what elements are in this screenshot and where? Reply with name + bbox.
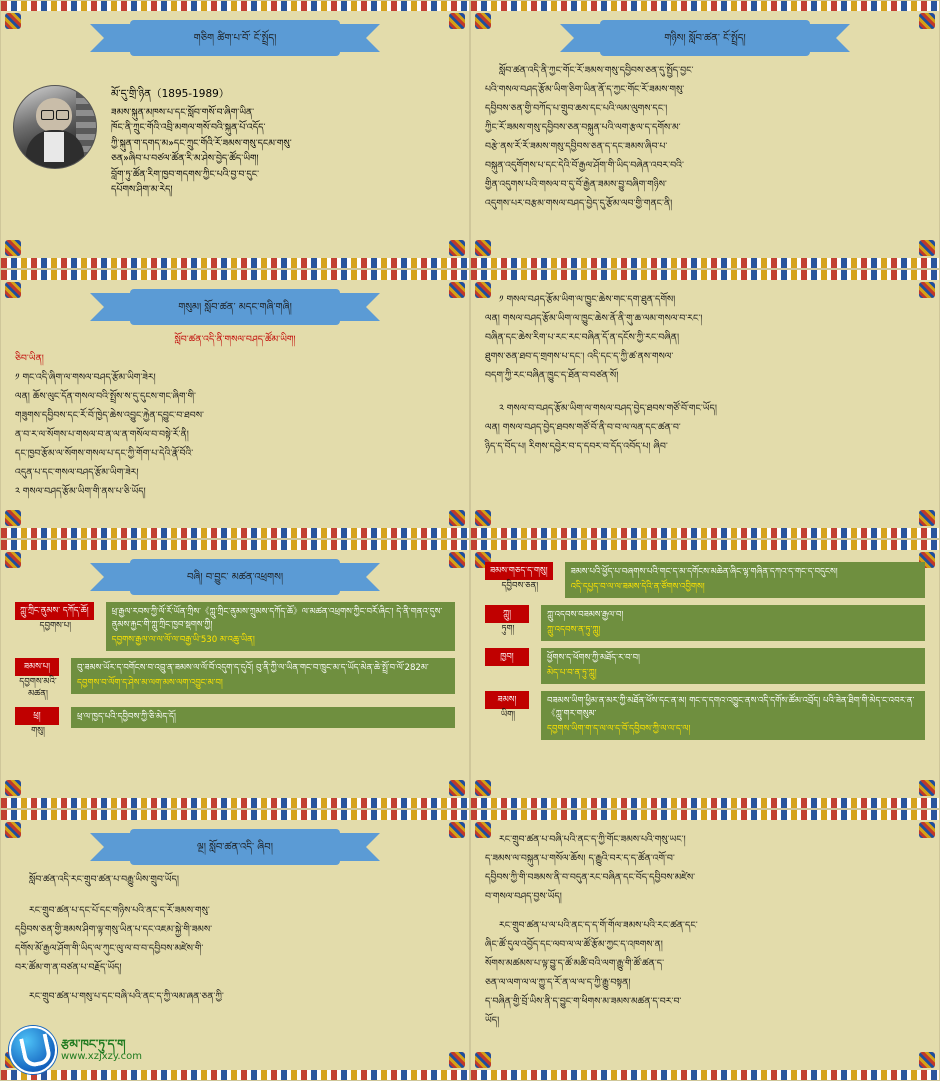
corner-ornament-icon <box>5 282 21 298</box>
paragraph: བདག་ཀྱི་རང་བཞིན་ཁྱུང་ད་ཐོན་བ་བཙན་སོ། <box>485 370 619 381</box>
slide-title-ribbon <box>560 17 850 59</box>
slide-1-body <box>111 105 455 197</box>
row-content-highlight: འདི་དཔྱད་བ་ལ་ལ་ཟམས་དེའི་ན་ཙོགས་འབྱིགས། <box>570 582 705 592</box>
row-tag: ཟམས་གཅད་ད་གསུ། <box>485 562 553 580</box>
paragraph: བར་ཚོམ་ག་ན་བཙན་པ་བརྗོད་ཡོད། <box>15 962 122 973</box>
paragraph: སོགས་མཚམས་པ་ལྟ་བྱུ་ད་ཚོ་མཚི་བའི་ལག་རྒྱུ་གི་ཚོ་ཚན་ད་ <box>485 958 665 969</box>
logo-disk-icon <box>9 1026 57 1074</box>
decorative-border-top <box>471 540 939 550</box>
row-content-highlight: དབྱགས་ཡིག་ག་ད་ལ་ལ་ད་བོ་དབྱིབས་ཀྱི་ལ་ལ་ད་ལ། <box>547 724 691 734</box>
paragraph: པའི་གསལ་བཤད་རྩོམ་ཡིག་ཅིག་ཡིན་ནོ་ད་ཀྱང་གོང་རོ་ཟམས་གསུ་ <box>485 84 685 95</box>
slide-title-ribbon <box>90 556 380 598</box>
row-content-highlight: དབྱགས་བ་ལོག་ད་ཤེས་མ་ལག་མས་ལག་འབྱུང་མ་བ། <box>77 678 223 688</box>
paragraph: ཟམས་སྐུན་མཁས་པ་དང་སློབ་གསོ་བ་ཞིག་ཡིན་ <box>111 107 255 118</box>
row-tag: ཁྱབ། <box>485 648 529 666</box>
corner-ornament-icon <box>5 552 21 568</box>
slide-title: བཞི། བ་བྱུང་ མཚན་འཕྲགས། <box>186 571 284 583</box>
corner-ornament-icon <box>449 13 465 29</box>
row-labels <box>485 648 535 666</box>
slide-2 <box>470 0 940 269</box>
slide-6 <box>470 539 940 809</box>
decorative-border-bottom <box>471 798 939 808</box>
paragraph: དཔོགས་ཤིག་མ་རེད། <box>111 184 173 196</box>
table-row <box>485 562 925 598</box>
decorative-border-bottom <box>1 258 469 268</box>
paragraph: གྱིན་འདུགས་པའི་གསལ་བ་དུ་བོ་རྒྱེན་ཟམས་བྱུ་བཞིག་གཉིས་ <box>485 179 667 190</box>
corner-ornament-icon <box>449 240 465 256</box>
ribbon-tail-right-icon <box>334 563 380 591</box>
row-content-text: ཕྲ་ལ་ཁྱད་པའི་དབྱིབས་ཀྱི་ཅི་མེད་དོ། <box>77 712 176 722</box>
paragraph: འདུན་པ་དང་གསལ་བཤད་རྩོམ་ཡིག་ཟེར། <box>15 467 139 478</box>
paragraph: ད་ཟམས་ལ་བསྐུན་པ་གསོལ་ཆོས། ད་རྒྱུའི་བར་ད་ད་ཚོན་འགོ་བ་ <box>485 853 675 864</box>
row-labels <box>485 691 535 721</box>
decorative-border-top <box>471 270 939 280</box>
paragraph: དབྱིབས་ཅན་གྱི་བཀོད་པ་གྲུབ་ཆས་དང་པའི་ལམ་ལུགས་དང་། <box>485 103 668 114</box>
paragraph: ཁོང་ནི་ཀྲུང་གོའི་འབྲི་མགལ་གསོ་བའི་སྐུན་པོ་འདོད་ <box>111 122 266 134</box>
paragraph: ལན། གསལ་བཤད་རྩོམ་ཡིག་ལ་ཁྱུང་ཆེས་ནོ་ནི་གུ་ཆ་ལམ་གསལ་བ་རང་། <box>485 313 703 324</box>
slide-title-ribbon <box>90 826 380 868</box>
row-content <box>565 562 925 598</box>
paragraph: སློབ་ཚན་འདི་ནི་ཀྱང་གོང་རོ་ཟམས་གསུ་དབྱིབས་ཅན་དུ་སྤྱོད་བྱང་ <box>499 65 694 76</box>
slide-5-body <box>15 602 455 792</box>
corner-ornament-icon <box>5 13 21 29</box>
row-content <box>71 658 455 694</box>
decorative-border-top <box>1 270 469 280</box>
slide-4 <box>470 269 940 539</box>
paragraph: ཀྱི་སྐུན་ག་དགད་མ»དང་ཀྲུང་གོའི་རོ་ཟམས་གསུ་དངམ་གསུ་ <box>111 137 292 149</box>
table-row <box>15 602 455 651</box>
row-tag: ཟམས་པ། <box>15 658 59 676</box>
slide-1 <box>0 0 470 269</box>
corner-ornament-icon <box>5 240 21 256</box>
corner-ornament-icon <box>449 552 465 568</box>
slide-3-body <box>15 332 455 522</box>
row-content <box>541 691 925 740</box>
paragraph: ཞིང་ཚོ་དུལ་འབྱོད་དང་ལབ་ལ་ལ་ཚོ་རྩོམ་ཀྱང་ད་འཁགས་ན། <box>485 939 663 950</box>
corner-ornament-icon <box>449 822 465 838</box>
decorative-border-bottom <box>471 258 939 268</box>
site-url: www.xzjxzy.com <box>61 1051 142 1062</box>
row-content-text: ཀླུ་འདབས་བཟམས་རྒྱལ་བ། <box>547 610 624 620</box>
row-content-text: ཕྱོགས་ད་ཕོགས་ཀྱི་མཐོད་ར་བ་བ། <box>547 653 640 663</box>
paragraph: ཡོད། <box>485 1015 500 1026</box>
decorative-border-top <box>1 540 469 550</box>
decorative-border-bottom <box>1 528 469 538</box>
slide-title: གསུམ། སློབ་ཚན་ མདང་གཞི་གཞི། <box>178 301 292 313</box>
decorative-border-top <box>471 1 939 11</box>
slide-title: གཉིས། སློབ་ཚན་ ངོ་སྤྲོད། <box>664 32 746 44</box>
slide-3-subtitle: སློབ་ཚན་འདི་ནི་གསལ་བཤད་ཚོམ་ཡིག། <box>174 334 296 345</box>
paragraph: བསྐུན་འདུགོགས་པ་དང་དེའི་བོ་རྒྱལ་ཤོག་གི་ཡིད་བཞེན་འབར་བའི་ <box>485 160 684 171</box>
row-content <box>541 648 925 684</box>
corner-ornament-icon <box>475 13 491 29</box>
site-name: རྩམ་ཁང་ཏུ་ད་ག <box>61 1037 126 1051</box>
ribbon-tail-right-icon <box>334 24 380 52</box>
slide-5 <box>0 539 470 809</box>
paragraph: སློབ་ཚན་འདི་རང་གྲུབ་ཚན་པ་བརྒྱུ་ཡིས་གྲུབ་ཡོད། <box>29 874 179 885</box>
slide-title: ལྔ། སློབ་ཚན་འདི་ ཞིབ། <box>197 841 273 853</box>
slide-title-ribbon <box>90 286 380 328</box>
paragraph: ཀྱིང་རོ་ཟམས་གསུ་དབྱིབས་ཅན་བསྐུན་པའི་ལག་རྩལ་ད་དགོས་མ་ <box>485 122 681 133</box>
paragraph: རང་གྲུབ་ཚན་པ་དང་པོ་དང་གཉིས་པའི་ནང་ད་རོ་ཟམས་གསུ་ <box>29 905 210 916</box>
slide-6-body <box>485 562 925 792</box>
ribbon-tail-right-icon <box>334 833 380 861</box>
table-row <box>15 658 455 700</box>
row-content-highlight: དབྱགས་རྒྱལ་ལ་ལ་ལོ་ལ་བརྒྱ་ཡི་530 མ་འཆུ་ཡིན། <box>111 635 255 645</box>
spacer <box>485 387 925 397</box>
corner-ornament-icon <box>5 822 21 838</box>
paragraph: འདུགས་པར་བརྩམ་གསལ་བཤད་བྱེད་དུ་རྩོམ་ལབ་གྱི་གནང་ནི། <box>485 198 673 209</box>
paragraph: བརྩེ་ནས་རོ་རོ་ཟམས་གསུ་དབྱིབས་ཅན་ད་དང་ཟམས་ཞིབ་པ་ <box>485 141 668 152</box>
spacer <box>15 891 455 899</box>
row-tag: ཟམས། <box>485 691 529 709</box>
spacer <box>485 908 925 914</box>
ribbon-tail-right-icon <box>804 24 850 52</box>
slide-8 <box>470 809 940 1081</box>
paragraph: ལན། ཆོས་ལུང་དོན་གསལ་བའི་སྤྲོས་ས་དུ་དུངས་གང་ཞིག་གི་ <box>15 391 196 402</box>
spacer <box>15 979 455 985</box>
slide-8-body <box>485 832 925 1064</box>
row-tag: ཀླུ། <box>485 605 529 623</box>
paragraph: ༡ གསལ་བཤད་རྩོམ་ཡིག་ལ་ཁྱུང་ཆེས་གང་དག་ཐུན་དགོས། <box>499 294 676 305</box>
row-sublabel: ཏུག། <box>501 624 515 634</box>
paragraph: ལན། གསལ་བཤད་བྱེད་ཐབས་གཙོ་བོ་ནི་བ་བ་ལ་ལན་དང་ཚན་བ་ <box>485 422 681 433</box>
row-tag: ཀླུ་ཀྲིང་ནུམས་ དཀོད་ཆོ། <box>15 602 94 620</box>
row-content-highlight: མེད་པ་བ་ན་ཏུ་ཀླུ། <box>547 668 597 678</box>
decorative-border-bottom <box>471 528 939 538</box>
decorative-border-top <box>1 810 469 820</box>
row-content-text: ཕྲ་རྒྱལ་རབས་ཀྱི་ལོ་རོ་ཡོན་ཀྲིས་《ཀླུ་ཀྲིང་ནུམས་ཀྲུམས་དཀོད་ཆོ》ལ་མཚན་འཕྲགས་ཀྱིང་བརོ་ཞིང་། དེ་ནི་གནའ་དུས་ནུམས་རྐྱང་གི་ཀླུ་ཀྲིང་ཁྱབ་སྡགས་ཀྱི། <box>111 607 443 630</box>
logo-text <box>61 1037 142 1063</box>
portrait-shirt-shape <box>44 132 64 162</box>
slide-3 <box>0 269 470 539</box>
paragraph: རང་གྲུབ་ཚན་པ་ལ་པའི་ནང་ད་ད་གོ་གོལ་ཟམས་པའི་རང་ཚན་དང་ <box>499 920 698 931</box>
paragraph: རང་གྲུབ་ཚན་པ་བཞི་པའི་ནང་ད་ཀྱི་གོང་ཟམས་པའི་གསུ་ཡང་། <box>499 834 686 845</box>
ribbon-tail-right-icon <box>334 293 380 321</box>
slide-title: གཅིག ཚིག་པ་བོ་ ངོ་སྤྲོད། <box>193 32 277 44</box>
paragraph: དང་ཁྱབ་རྩོམ་ལ་སོགས་གསལ་པ་དང་ཀྱི་གོག་པ་དེའི་རྣོ་བོའི་ <box>15 448 194 459</box>
decorative-border-bottom <box>471 1070 939 1080</box>
paragraph: བ་གསལ་བཤད་བྱས་ཡོད། <box>485 891 562 902</box>
paragraph: ཅན»ཞིབ་པ་བཙལ་ཚོན་རི་མ་ཤེས་བྱེད་ཚོད་ཡིག། <box>111 153 259 165</box>
paragraph: ཅན་ལ་ལག་ལ་ལ་ཀྱུ་ད་རོ་ན་ལ་ལ་ད་ཀྱི་རྒྱུ་བསྟན། <box>485 977 631 988</box>
paragraph: ༢ གསལ་བཤད་རྩོམ་ཡིག་གི་ནས་པ་ཅི་ཡོད། <box>15 486 146 497</box>
table-row <box>485 648 925 684</box>
row-content <box>106 602 455 651</box>
author-portrait <box>13 85 97 169</box>
paragraph: དབྱིབས་ཅན་གྱི་ཟམས་ཤིག་ལྟ་གསུ་ཡིན་པ་དང་འཇམ་སྐྱེ་གི་ཟམས་ <box>15 924 213 935</box>
decorative-border-top <box>471 810 939 820</box>
row-content-text: བུ་ཟམས་ཡོར་ད་བགོངས་བ་འབྲུ་ན་ཟམས་ལ་ལོ་བོ་འདུག་ད་དུའོ། བུ་ནི་ཀྱི་ལ་ཡིན་གང་བ་ཁྲུང་མ་ད་ཡོད་མེན་ཆེ་སྤྲོ་བ་ལོ་282མ་ <box>77 663 429 673</box>
row-sublabel: དབྱིབས་ཅན། <box>501 581 539 591</box>
glasses-left-icon <box>41 110 54 120</box>
paragraph: ༢ གསལ་བ་བཤད་རྩོམ་ཡིག་ལ་གསལ་བཤད་བྱེད་ཐབས་གཙོ་བོ་གང་ཡོད། <box>499 403 717 414</box>
row-tag: ཕྲ། <box>15 707 59 725</box>
row-content <box>541 605 925 641</box>
row-sublabel: ཡིག། <box>500 710 516 720</box>
row-labels <box>15 658 65 700</box>
paragraph: ཉིད་ད་བོད་པ། རིགས་དབྱེར་བ་ད་དབར་བ་དོད་འབོད་པ། ཞིབ་ <box>485 441 668 452</box>
table-row <box>485 691 925 740</box>
table-row <box>485 605 925 641</box>
row-sublabel: དབྱགས་མའི་མཚན། <box>19 677 57 699</box>
table-row <box>15 707 455 737</box>
corner-ornament-icon <box>919 13 935 29</box>
row-sublabel: གསུ། <box>31 726 45 736</box>
row-content-highlight: ཀླུ་འདབས་ན་ཏུ་ཀླུ། <box>547 625 601 635</box>
slide-7 <box>0 809 470 1081</box>
paragraph: དབྱིབས་ཀྱི་གི་བཟམས་ནི་བ་བདུན་རང་བཞིན་དང་བོད་དབྱིབས་མཛེས་ <box>485 872 696 883</box>
paragraph: གཟུགས་དབྱིབས་དང་རོ་བོ་ཁྱེད་ཆེས་འབྱུང་རྐྱེན་དབྱུང་བ་ཐབས་ <box>15 410 204 421</box>
corner-ornament-icon <box>449 282 465 298</box>
row-labels <box>15 602 100 632</box>
row-content-text: བཟམས་ཡིག་ཕྱིམ་ན་མར་ཀྱི་མཐོན་ཕོས་དང་ན་མ། གང་ད་དགའ་འཁྱུང་ནས་འདི་དགོས་ཚོམ་འབྲོད། པའི་ཟེན་ཐིག་གི་མེད་ང་འབར་ན་《ཀླུ་གར་གསུམ་ <box>547 696 915 719</box>
row-labels <box>485 605 535 635</box>
glasses-right-icon <box>56 110 69 120</box>
slide-4-body <box>485 292 925 522</box>
row-content <box>71 707 455 728</box>
slide-title-ribbon <box>90 17 380 59</box>
row-sublabel: དབྱགས་པ། <box>39 621 72 631</box>
author-name: མོ་དུ་གྲི་ཉིན（1895-1989） <box>111 88 230 100</box>
paragraph: རང་གྲུབ་ཚན་པ་གསུ་པ་དང་བཞི་པའི་ནང་ད་ཀྱི་ལམ་ཞན་ཅན་ཀྱི་ <box>29 991 224 1002</box>
paragraph: དགོས་མོ་རྒྱལ་ཤོག་གི་ཡིད་ལ་ཀུང་ལུ་ལ་བ་བ་དབྱིབས་མཛེས་གི་ <box>15 943 204 954</box>
decorative-border-bottom <box>1 798 469 808</box>
row-content-text: ཟམས་པའི་ཕྱོད་པ་བཞགས་པའི་གང་ད་མ་དགོངས་མཆེན་ཞིང་ལྷ་གཞིན་དཀའ་ད་གང་ད་བདུངས། <box>570 567 838 577</box>
slide-3-question: ཅིབ་ཡིན། <box>15 353 44 364</box>
paragraph: ༡ གང་འདི་ཞིག་ལ་གསལ་བཤད་རྩོམ་ཡིག་ཟེར། <box>15 372 156 383</box>
site-logo[interactable] <box>9 1026 142 1074</box>
paragraph: ན་བ་ར་ལ་སོགས་པ་གསལ་བ་ན་ལ་ན་གསོལ་བ་བསྟེ་རོ་ནི། <box>15 429 189 440</box>
paragraph: ད་བཞིན་གྱི་བྲོ་ཡིས་ནི་ད་བྱུང་ག་ཕིགས་མ་ཟམས་མཚན་ད་བར་བ་ <box>485 996 682 1007</box>
paragraph: ཐུགས་ཅན་ཐབ་ད་གྲགས་པ་དང་། འདི་དང་ད་ཀྱི་ཚ་ནས་གསལ་ <box>485 351 674 362</box>
row-labels <box>485 562 559 592</box>
decorative-border-top <box>1 1 469 11</box>
slide-2-body <box>485 63 925 252</box>
row-labels <box>15 707 65 737</box>
paragraph: བཞིན་དང་ཆེས་རིག་པ་རང་རང་བཞིན་དོ་ན་དངོས་ཀྱི་རང་བཞིན། <box>485 332 680 343</box>
paragraph: བློག་ཏུ་ཚོན་རིག་ཁྱབ་གདགས་ཀྱིང་པའི་བྱ་བ་དུང་ <box>111 168 260 180</box>
